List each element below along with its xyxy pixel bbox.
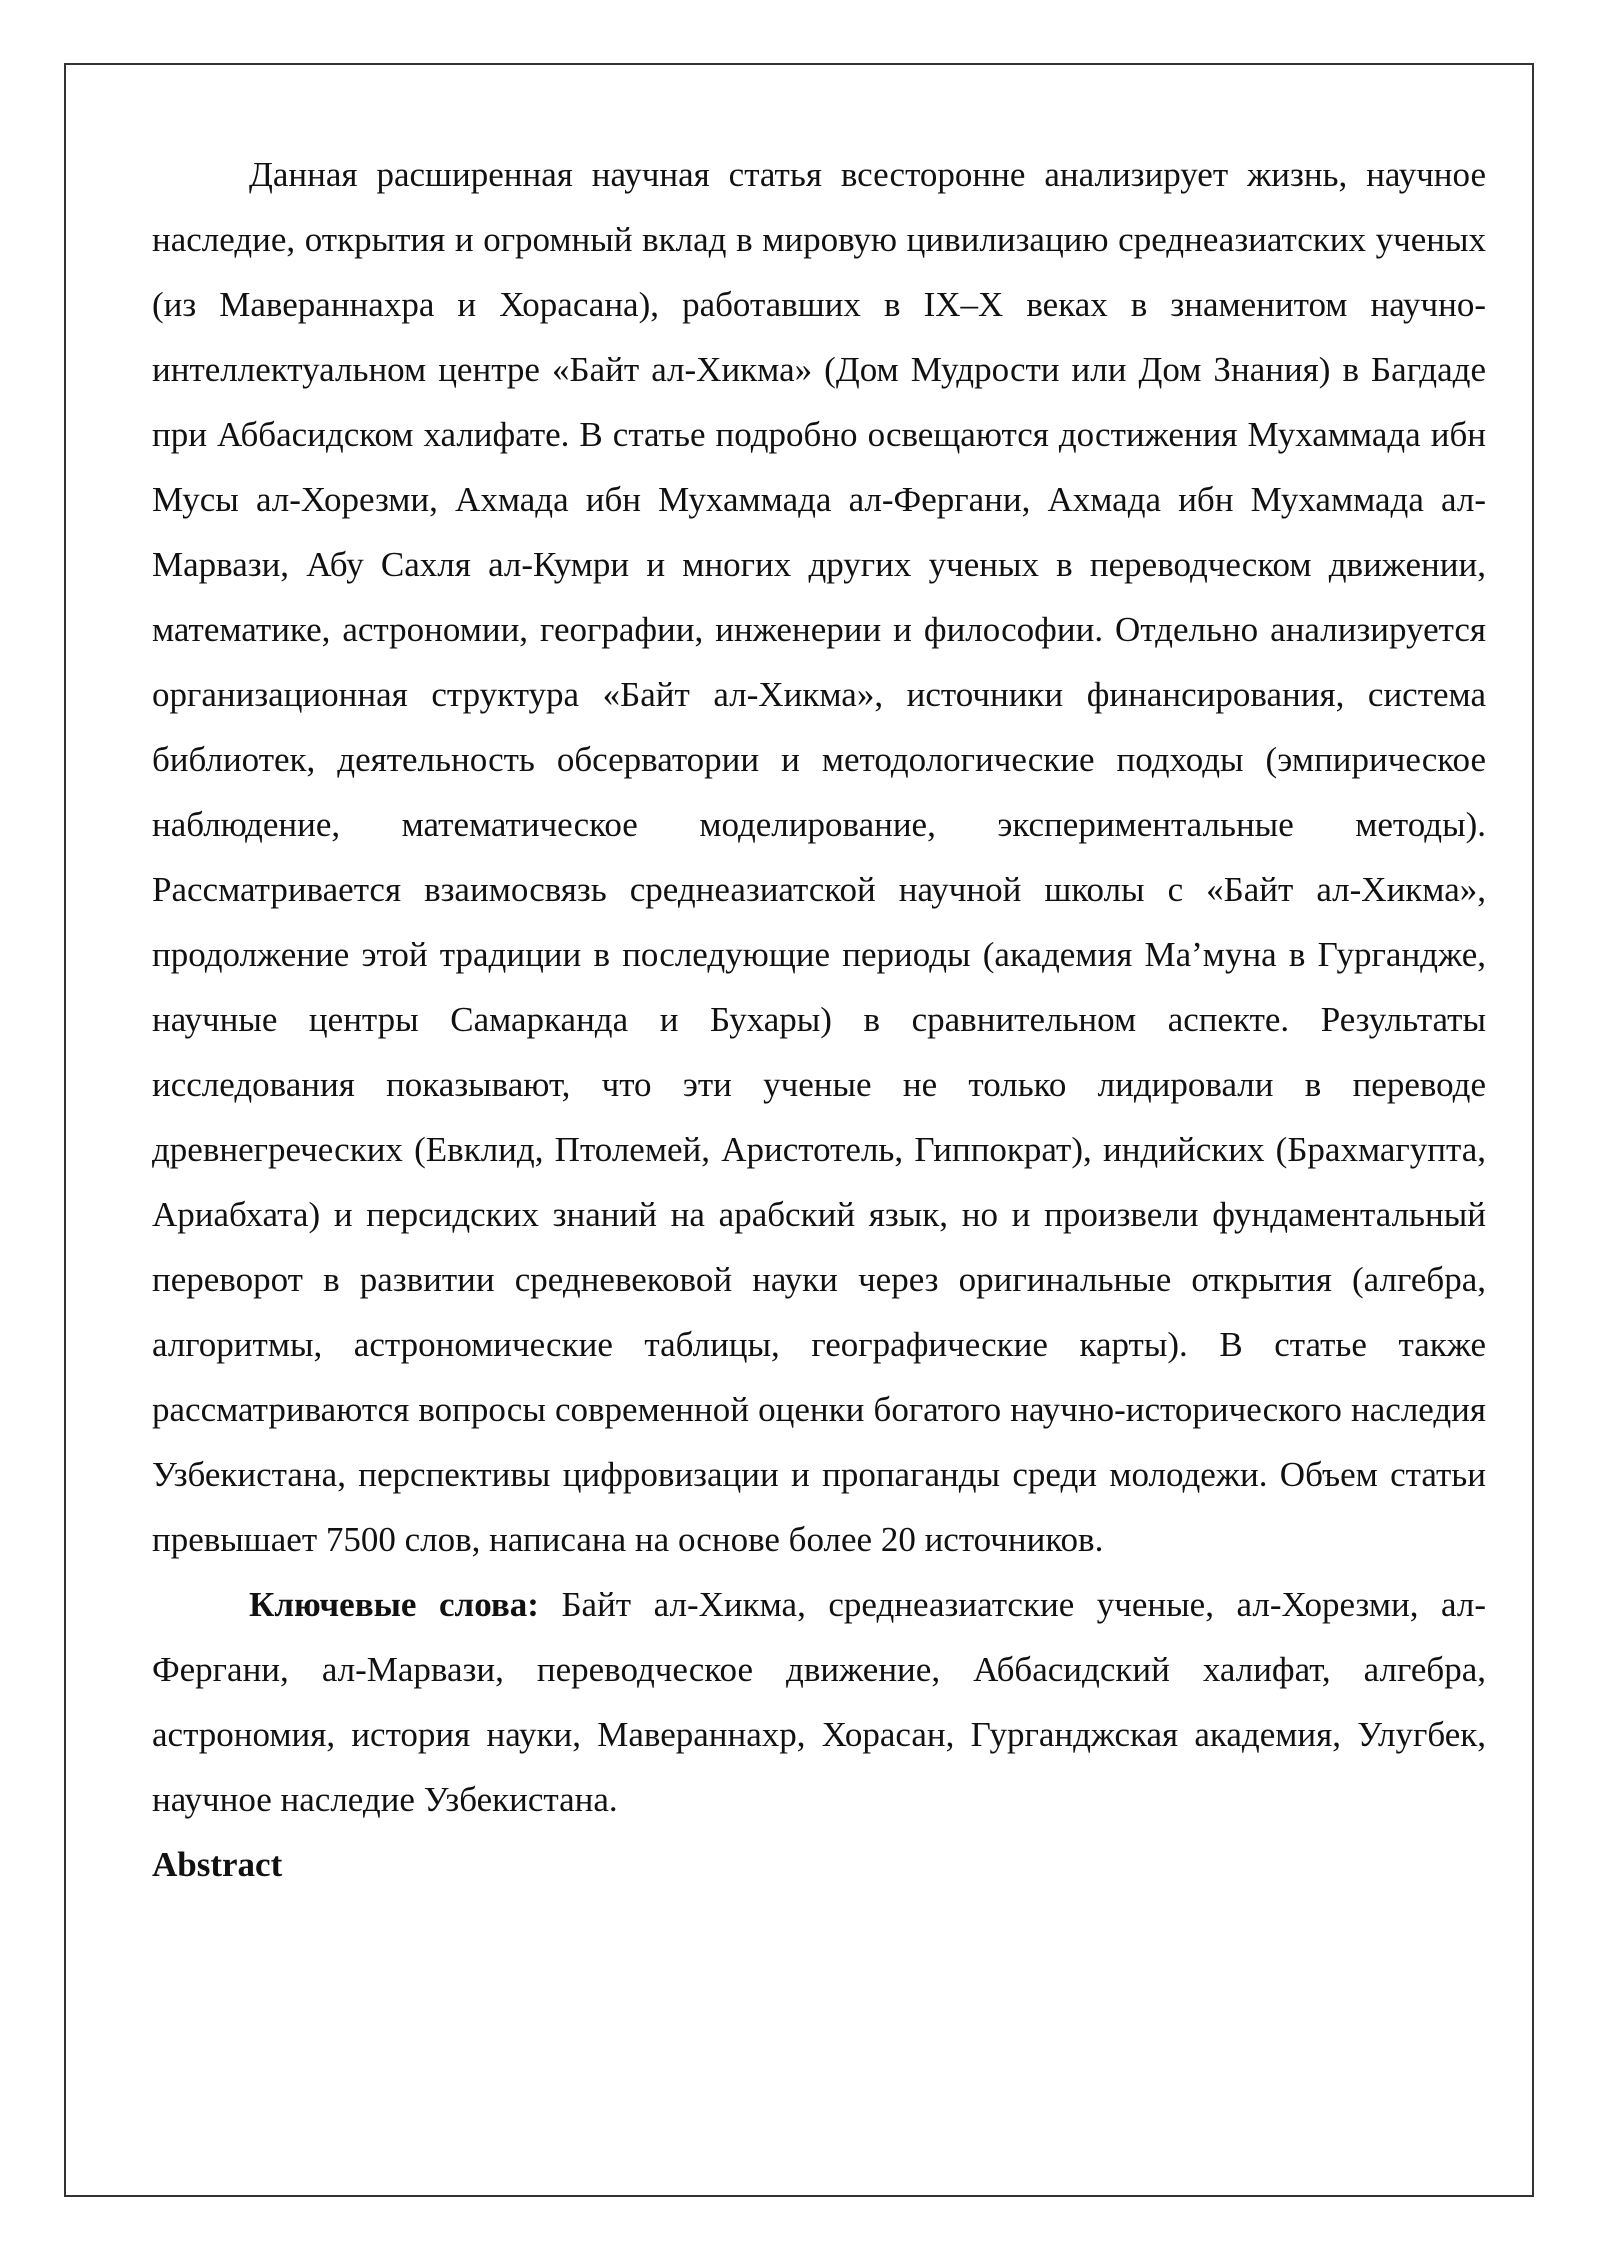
abstract-heading: Abstract bbox=[152, 1845, 283, 1884]
keywords-text: Байт ал-Хикма, среднеазиатские ученые, ал-Хорезми, ал-Фергани, ал-Марвази, переводческое движение, Аббасидский халифат, алгебра, астрономия, история науки, Мавераннахр, Хорасан, Гурганджская академия, Улугбек, научное наследие Узбекистана. bbox=[152, 1585, 1486, 1819]
abstract-paragraph: Данная расширенная научная статья всесторонне анализирует жизнь, научное наследие, открытия и огромный вклад в мировую цивилизацию среднеазиатских ученых (из Мавераннахра и Хорасана), работавших в IX–X веках в знаменитом научно-интеллектуальном центре «Байт ал-Хикма» (Дом Мудрости или Дом Знания) в Багдаде при Аббасидском халифате. В статье подробно освещаются достижения Мухаммада ибн Мусы ал-Хорезми, Ахмада ибн Мухаммада ал-Фергани, Ахмада ибн Мухаммада ал-Марвази, Абу Сахля ал-Кумри и многих других ученых в переводческом движении, математике, астрономии, географии, инженерии и философии. Отдельно анализируется организационная структура «Байт ал-Хикма», источники финансирования, система библиотек, деятельность обсерватории и методологические подходы (эмпирическое наблюдение, математическое моделирование, экспериментальные методы). Рассматривается взаимосвязь среднеазиатской научной школы с «Байт ал-Хикма», продолжение этой традиции в последующие периоды (академия Ма’муна в Гургандже, научные центры Самарканда и Бухары) в сравнительном аспекте. Результаты исследования показывают, что эти ученые не только лидировали в переводе древнегреческих (Евклид, Птолемей, Аристотель, Гиппократ), индийских (Брахмагупта, Ариабхата) и персидских знаний на арабский язык, но и произвели фундаментальный переворот в развитии средневековой науки через оригинальные открытия (алгебра, алгоритмы, астрономические таблицы, географические карты). В статье также рассматриваются вопросы современной оценки богатого научно-исторического наследия Узбекистана, перспективы цифровизации и пропаганды среди молодежи. Объем статьи превышает 7500 слов, написана на основе более 20 источников. bbox=[152, 155, 1486, 1559]
keywords-label: Ключевые слова: bbox=[249, 1585, 539, 1624]
page-content bbox=[152, 142, 1486, 1897]
keywords-paragraph bbox=[152, 1572, 1486, 1832]
